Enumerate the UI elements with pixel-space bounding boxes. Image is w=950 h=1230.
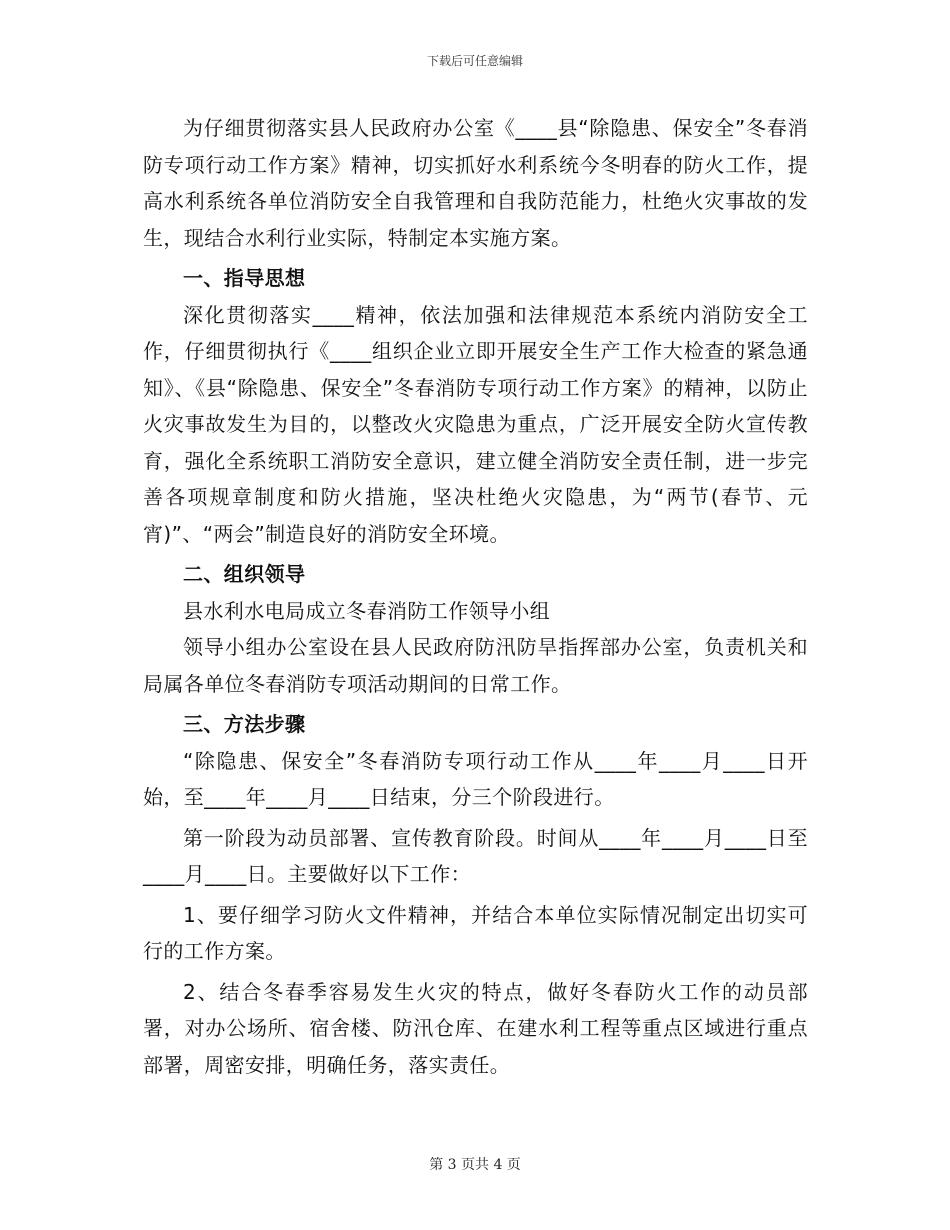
paragraph-phase-one: 第一阶段为动员部署、宣传教育阶段。时间从____年____月____日至____月____日。主要做好以下工作：	[143, 825, 808, 886]
paragraph-item-2: 2、结合冬春季容易发生火灾的特点，做好冬春防火工作的动员部署，对办公场所、宿舍楼、防汛仓库、在建水利工程等重点区域进行重点部署，周密安排，明确任务，落实责任。	[143, 979, 808, 1077]
section-heading-steps: 三、方法步骤	[183, 712, 306, 736]
paragraph-leading-group: 县水利水电局成立冬春消防工作领导小组	[183, 598, 551, 623]
page-number: 第 3 页共 4 页	[429, 1157, 521, 1173]
paragraph-intro: 为仔细贯彻落实县人民政府办公室《____县“除隐患、保安全”冬春消防专项行动工作方案》精神，切实抓好水利系统今冬明春的防火工作，提高水利系统各单位消防安全自我管理和自我防范能力，杜绝火灾事故的发生，现结合水利行业实际，特制定本实施方案。	[143, 116, 808, 250]
document-body	[143, 110, 808, 1083]
paragraph-office: 领导小组办公室设在县人民政府防汛防旱指挥部办公室，负责机关和局属各单位冬春消防专项活动期间的日常工作。	[143, 635, 808, 696]
section-heading-guiding-ideology: 一、指导思想	[183, 266, 306, 290]
section-heading-organization: 二、组织领导	[183, 562, 306, 586]
paragraph-item-1: 1、要仔细学习防火文件精神，并结合本单位实际情况制定出切实可行的工作方案。	[143, 902, 808, 963]
paragraph-schedule: “除隐患、保安全”冬春消防专项行动工作从____年____月____日开始，至____年____月____日结束，分三个阶段进行。	[143, 748, 808, 809]
page-header-note: 下载后可任意编辑	[426, 54, 523, 68]
paragraph-guiding-ideology: 深化贯彻落实____精神，依法加强和法律规范本系统内消防安全工作，仔细贯彻执行《____组织企业立即开展安全生产工作大检查的紧急通知》、《县“除隐患、保安全”冬春消防专项行动工作方案》的精神，以防止火灾事故发生为目的，以整改火灾隐患为重点，广泛开展安全防火宣传教育，强化全系统职工消防安全意识，建立健全消防安全责任制，进一步完善各项规章制度和防火措施，坚决杜绝火灾隐患，为“两节(春节、元宵)”、“两会”制造良好的消防安全环境。	[143, 302, 808, 546]
